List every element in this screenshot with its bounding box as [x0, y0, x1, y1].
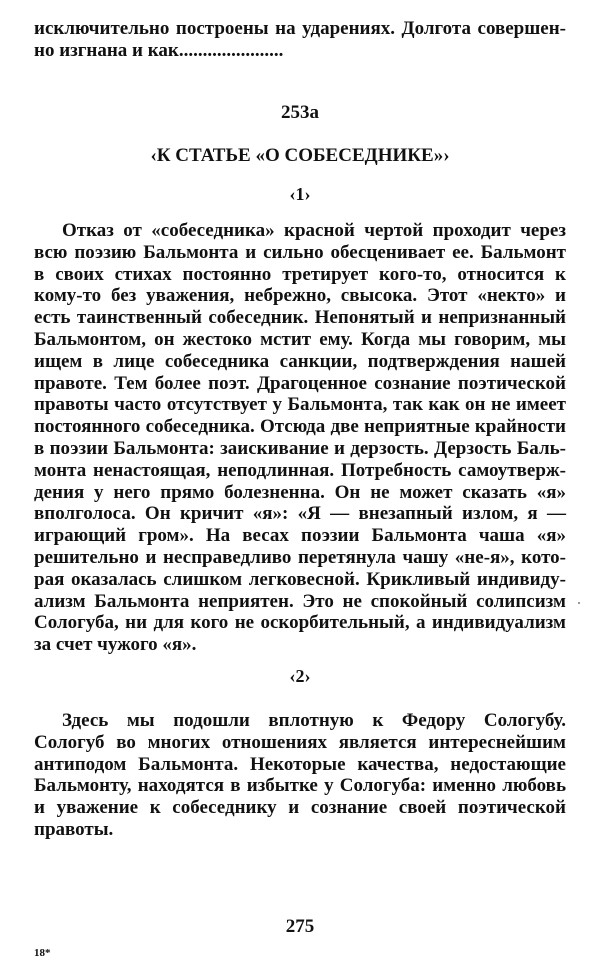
text-line: решительно и несправедливо перетянула чашу «не-я», кото-	[34, 546, 566, 568]
text-line: исключительно построены на ударениях. Долгота совершен-	[34, 18, 566, 39]
text-line: Отказ от «собеседника» красной чертой проходит через	[62, 220, 566, 241]
part-2-paragraph	[34, 710, 566, 841]
text-line: монта ненастоящая, неподлинная. Потребность самоутверж-	[34, 459, 566, 481]
part-1-paragraph	[34, 220, 566, 656]
text-line: Бальмонту, находятся в избытке у Сологуба: именно любовь	[34, 775, 566, 797]
text-line: дения у него прямо болезненна. Он не может сказать «я»	[34, 481, 566, 503]
text-line: Сологуб во многих отношениях является интереснейшим	[34, 731, 566, 753]
text-line: антиподом Бальмонта. Некоторые качества, недостающие	[34, 753, 566, 775]
text-line: вполголоса. Он кричит «я»: «Я — внезапный излом, я —	[34, 503, 566, 525]
text-line: постоянного собеседника. Отсюда две неприятные крайности	[34, 416, 566, 438]
text-line: Бальмонтом, он жестоко мстит ему. Когда мы говорим, мы	[34, 328, 566, 350]
text-line: всю поэзию Бальмонта и сильно обесценивает ее. Бальмонт	[34, 241, 566, 263]
text-line: но изгнана и как......................	[34, 39, 284, 61]
signature-mark: 18*	[34, 947, 51, 959]
text-line: кому-то без уважения, небрежно, свысока. Этот «некто» и	[34, 285, 566, 307]
text-line: играющий гром». На весах поэзии Бальмонта чаша «я»	[34, 525, 566, 547]
text-line: ищем в лице собеседника санкции, подтверждения нашей	[34, 350, 566, 372]
page-number: 275	[285, 916, 315, 937]
text-line: Здесь мы подошли вплотную к Федору Сологубу.	[62, 710, 566, 731]
text-line: правоте. Тем более поэт. Драгоценное сознание поэтической	[34, 372, 566, 394]
text-line: есть таинственный собеседник. Непонятый и непризнанный	[34, 307, 566, 329]
part-marker-2: ‹2›	[289, 666, 311, 686]
continued-text	[34, 18, 566, 62]
text-line: рая оказалась слишком легковесной. Крикливый индивиду-	[34, 568, 566, 590]
text-line: за счет чужого «я».	[34, 634, 197, 656]
section-title: ‹К СТАТЬЕ «О СОБЕСЕДНИКЕ»›	[150, 145, 450, 166]
text-line: и уважение к собеседнику и сознание своей поэтической	[34, 797, 566, 819]
section-number: 253а	[281, 102, 319, 123]
text-line: правоты часто отсутствует у Бальмонта, так как он не имеет	[34, 394, 566, 416]
text-line: Сологуба, ни для кого не оскорбительный, а индивидуализм	[34, 612, 566, 634]
text-line: правоты.	[34, 818, 114, 840]
margin-dot	[578, 602, 580, 604]
part-marker-1: ‹1›	[289, 184, 311, 204]
text-line: в своих стихах постоянно третирует кого-то, относится к	[34, 263, 566, 285]
text-line: ализм Бальмонта неприятен. Это не спокойный солипсизм	[34, 590, 566, 612]
text-line: в поэзии Бальмонта: заискивание и дерзость. Дерзость Баль-	[34, 437, 566, 459]
